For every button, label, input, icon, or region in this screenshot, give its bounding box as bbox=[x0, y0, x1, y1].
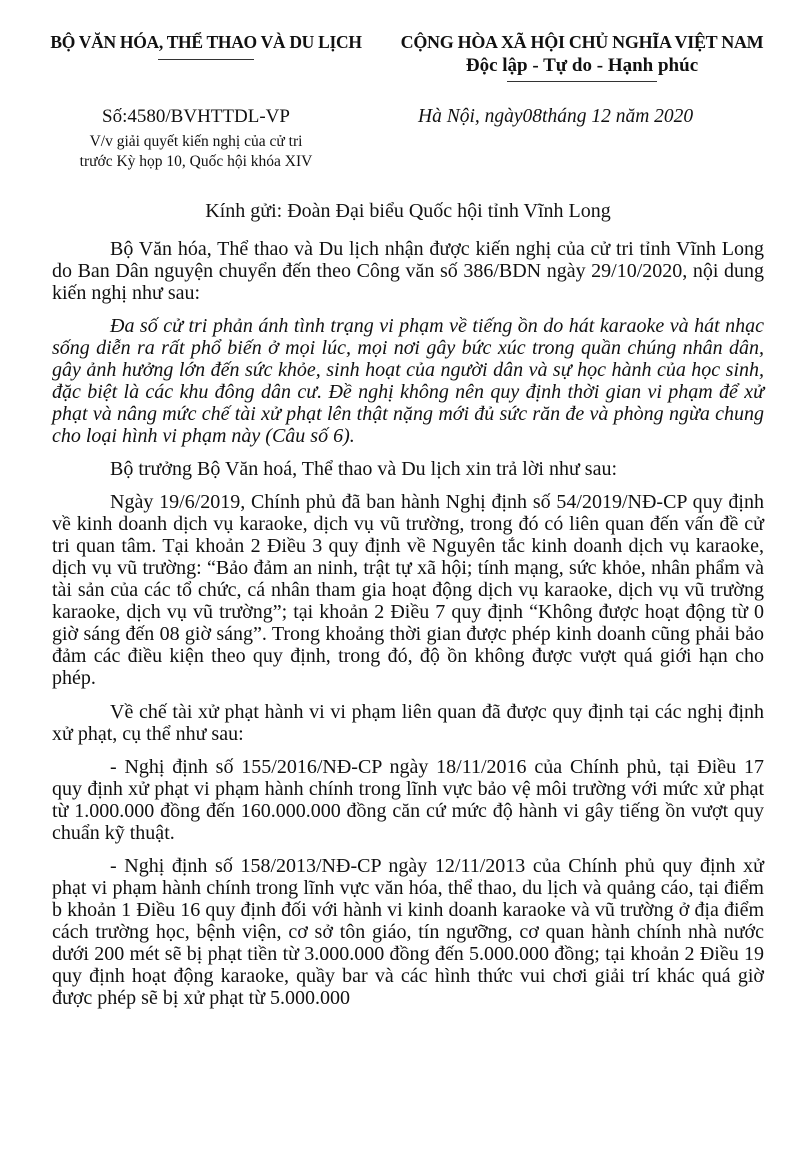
paragraph-minister-reply: Bộ trưởng Bộ Văn hoá, Thể thao và Du lịch xin trả lời như sau: bbox=[110, 458, 618, 480]
paragraph-decree-54: Ngày 19/6/2019, Chính phủ đã ban hành Nghị định số 54/2019/NĐ-CP quy định về kinh doanh dịch vụ karaoke, dịch vụ vũ trường, trong đó có liên quan đến vấn đề cử tri quan tâm. Tại khoản 2 Điều 3 quy định về Nguyên tắc kinh doanh dịch vụ karaoke, dịch vụ vũ trường: “Bảo đảm an ninh, trật tự xã hội; tính mạng, sức khỏe, nhân phẩm và tài sản của các tổ chức, cá nhân tham gia hoạt động dịch vụ karaoke, dịch vụ vũ trường karaoke, dịch vụ vũ trường”; tại khoản 2 Điều 7 quy định “Không được hoạt động từ 0 giờ sáng đến 08 giờ sáng”. Trong khoảng thời gian được phép kinh doanh cũng phải bảo đảm các điều kiện theo quy định, trong đó, độ ồn không được vượt quá giới hạn cho phép. bbox=[52, 491, 764, 689]
subject-line-2: trước Kỳ họp 10, Quốc hội khóa XIV bbox=[79, 153, 313, 170]
recipient-line: Kính gửi: Đoàn Đại biểu Quốc hội tỉnh Vĩnh Long bbox=[205, 200, 611, 222]
document-number: Số:4580/BVHTTDL-VP bbox=[102, 106, 290, 127]
paragraph-voter-petition: Đa số cử tri phản ánh tình trạng vi phạm về tiếng ồn do hát karaoke và hát nhạc sống diễn ra rất phổ biến ở mọi lúc, mọi nơi gây bức xúc trong quần chúng nhân dân, gây ảnh hưởng lớn đến sức khỏe, sinh hoạt của người dân và sự học hành của học sinh, đặc biệt là các khu đông dân cư. Đề nghị không nên quy định thời gian vi phạm để xử phạt và nâng mức chế tài xử phạt lên thật nặng mới đủ sức răn đe và phòng ngừa chung cho loại hình vi phạm này (Câu số 6). bbox=[52, 315, 764, 447]
nation-title: CỘNG HÒA XÃ HỘI CHỦ NGHĨA VIỆT NAM bbox=[400, 32, 764, 52]
paragraph-intro: Bộ Văn hóa, Thể thao và Du lịch nhận được kiến nghị của cử tri tỉnh Vĩnh Long do Ban Dân nguyện chuyển đến theo Công văn số 386/BDN ngày 29/10/2020, nội dung kiến nghị như sau: bbox=[52, 238, 764, 304]
motto-underline bbox=[507, 81, 657, 82]
subject-line-1: V/v giải quyết kiến nghị của cử tri bbox=[89, 133, 303, 150]
subject-line bbox=[36, 132, 356, 172]
ministry-underline bbox=[158, 59, 254, 60]
ministry-name: BỘ VĂN HÓA, THỂ THAO VÀ DU LỊCH bbox=[50, 32, 362, 52]
paragraph-sanctions-intro: Về chế tài xử phạt hành vi vi phạm liên quan đã được quy định tại các nghị định xử phạt, cụ thể như sau: bbox=[52, 701, 764, 745]
paragraph-decree-155: - Nghị định số 155/2016/NĐ-CP ngày 18/11/2016 của Chính phủ, tại Điều 17 quy định xử phạt vi phạm hành chính trong lĩnh vực bảo vệ môi trường với mức xử phạt từ 1.000.000 đồng đến 160.000.000 đồng căn cứ mức độ hành vi gây tiếng ồn vượt quy chuẩn kỹ thuật. bbox=[52, 756, 764, 844]
document-body bbox=[52, 200, 764, 1020]
national-title-block bbox=[382, 32, 782, 82]
national-motto: Độc lập - Tự do - Hạnh phúc bbox=[465, 55, 699, 76]
place-date: Hà Nội, ngày08tháng 12 năm 2020 bbox=[418, 106, 694, 127]
document-header bbox=[0, 32, 804, 182]
paragraph-decree-158: - Nghị định số 158/2013/NĐ-CP ngày 12/11/2013 của Chính phủ quy định xử phạt vi phạm hành chính trong lĩnh vực văn hóa, thể thao, du lịch và quảng cáo, tại điểm b khoản 1 Điều 16 quy định đối với hành vi kinh doanh karaoke và vũ trường ở địa điểm cách trường học, bệnh viện, cơ sở tôn giáo, tín ngưỡng, cơ quan hành chính nhà nước dưới 200 mét sẽ bị phạt tiền từ 3.000.000 đồng đến 5.000.000 đồng; tại khoản 2 Điều 19 quy định hoạt động karaoke, quầy bar và các hình thức vui chơi giải trí khác quá giờ được phép sẽ bị xử phạt từ 5.000.000 bbox=[52, 855, 764, 1009]
issuer-block bbox=[36, 32, 376, 60]
